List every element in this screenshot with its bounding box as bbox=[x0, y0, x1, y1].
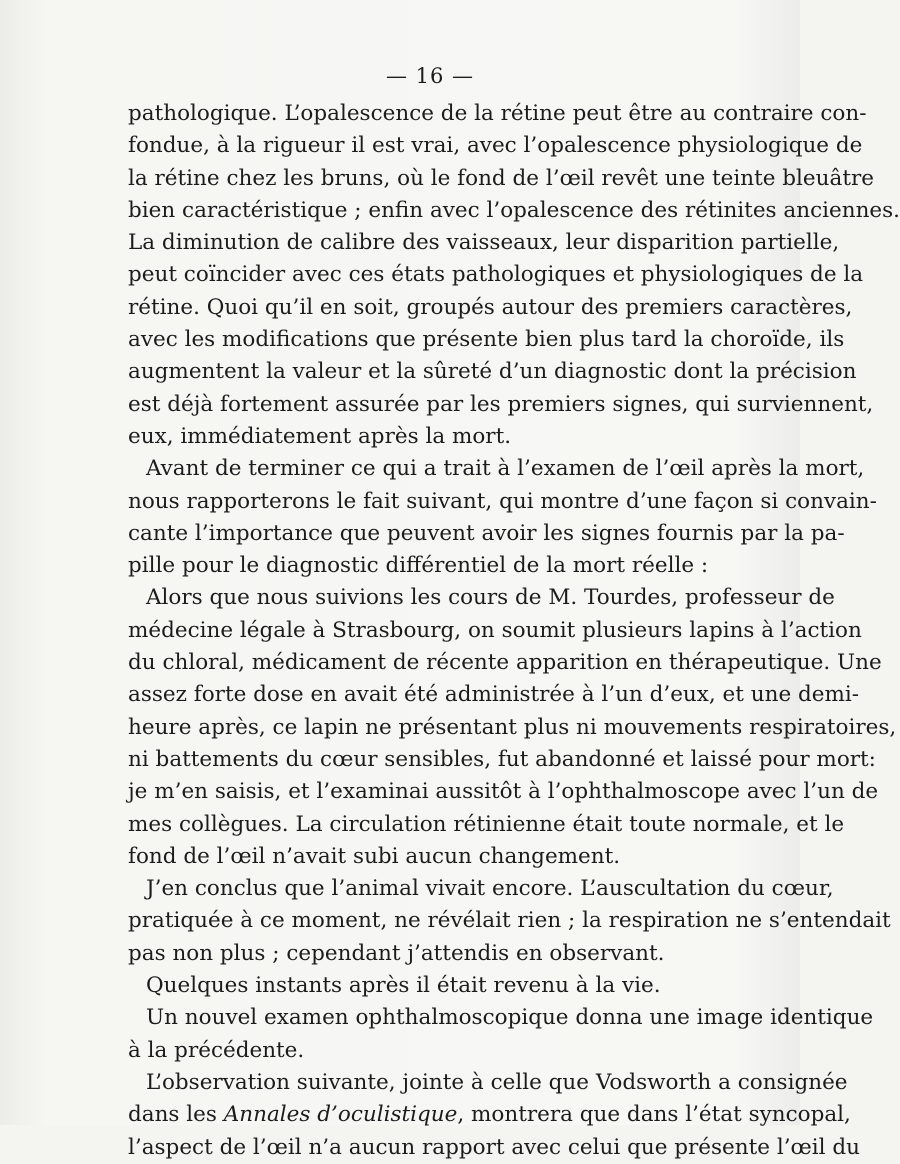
paragraph bbox=[128, 1067, 860, 1164]
paragraph bbox=[128, 1002, 874, 1067]
text-line: pratiquée à ce moment, ne révélait rien ; la respiration ne s’entendait bbox=[128, 908, 891, 934]
text-line: l’aspect de l’œil n’a aucun rapport avec celui que présente l’œil du bbox=[128, 1134, 860, 1160]
text-line: du chloral, médicament de récente apparition en thérapeutique. Une bbox=[128, 650, 882, 676]
text-line: la rétine chez les bruns, où le fond de l’œil revêt une teinte bleuâtre bbox=[128, 165, 874, 191]
text-line: pathologique. L’opalescence de la rétine peut être au contraire con- bbox=[128, 101, 867, 126]
paragraph bbox=[128, 873, 891, 970]
text-line: à la précédente. bbox=[128, 1037, 305, 1063]
text-line: mes collègues. La circulation rétinienne était toute normale, et le bbox=[128, 811, 845, 837]
text-line: augmentent la valeur et la sûreté d’un diagnostic dont la précision bbox=[128, 359, 857, 385]
body-text bbox=[128, 98, 900, 1164]
text-line: peut coïncider avec ces états pathologiques et physiologiques de la bbox=[128, 262, 864, 288]
text-line: L’observation suivante, jointe à celle que Vodsworth a consignée bbox=[146, 1069, 848, 1095]
text-line: assez forte dose en avait été administrée à l’un d’eux, et une demi- bbox=[128, 682, 860, 708]
text-line: Avant de terminer ce qui a trait à l’examen de l’œil après la mort, bbox=[146, 456, 865, 482]
paragraph bbox=[128, 970, 718, 1002]
text-line: fond de l’œil n’avait subi aucun changement. bbox=[128, 843, 621, 869]
paragraph bbox=[128, 98, 900, 453]
text-line: ni battements du cœur sensibles, fut abandonné et laissé pour mort: bbox=[128, 746, 876, 772]
text-fragment: , montrera que dans l’état syncopal, bbox=[457, 1102, 851, 1128]
text-line: La diminution de calibre des vaisseaux, leur disparition partielle, bbox=[128, 230, 840, 256]
paragraph bbox=[128, 582, 897, 873]
text-line: Un nouvel examen ophthalmoscopique donna une image identique bbox=[146, 1005, 874, 1031]
text-line: pille pour le diagnostic différentiel de la mort réelle : bbox=[128, 553, 709, 579]
text-line bbox=[128, 1099, 851, 1131]
text-line: Alors que nous suivions les cours de M. Tourdes, professeur de bbox=[146, 585, 835, 611]
text-line: bien caractéristique ; enfin avec l’opalescence des rétinites anciennes. bbox=[128, 197, 900, 223]
page-number: — 16 — bbox=[385, 64, 475, 88]
text-line: je m’en saisis, et l’examinai aussitôt à l’ophthalmoscope avec l’un de bbox=[128, 779, 879, 805]
text-line: J’en conclus que l’animal vivait encore. L’auscultation du cœur, bbox=[146, 876, 834, 902]
paragraph bbox=[128, 453, 877, 582]
text-line: Quelques instants après il était revenu à la vie. bbox=[146, 973, 661, 999]
text-line: médecine légale à Strasbourg, on soumit plusieurs lapins à l’action bbox=[128, 617, 862, 643]
text-line: nous rapporterons le fait suivant, qui montre d’une façon si convain- bbox=[128, 488, 877, 514]
text-line: pas non plus ; cependant j’attendis en observant. bbox=[128, 940, 665, 966]
text-fragment: dans les bbox=[128, 1102, 224, 1128]
text-line: est déjà fortement assurée par les premiers signes, qui surviennent, bbox=[128, 391, 874, 417]
text-line: avec les modifications que présente bien plus tard la choroïde, ils bbox=[128, 327, 845, 353]
text-line: fondue, à la rigueur il est vrai, avec l’opalescence physiologique de bbox=[128, 133, 863, 159]
text-line: cante l’importance que peuvent avoir les signes fournis par la pa- bbox=[128, 520, 845, 546]
text-line: eux, immédiatement après la mort. bbox=[128, 423, 512, 449]
text-line: rétine. Quoi qu’il en soit, groupés autour des premiers caractères, bbox=[128, 294, 853, 320]
journal-title: Annales d’oculistique bbox=[223, 1102, 458, 1128]
text-line: heure après, ce lapin ne présentant plus ni mouvements respiratoires, bbox=[128, 714, 897, 740]
